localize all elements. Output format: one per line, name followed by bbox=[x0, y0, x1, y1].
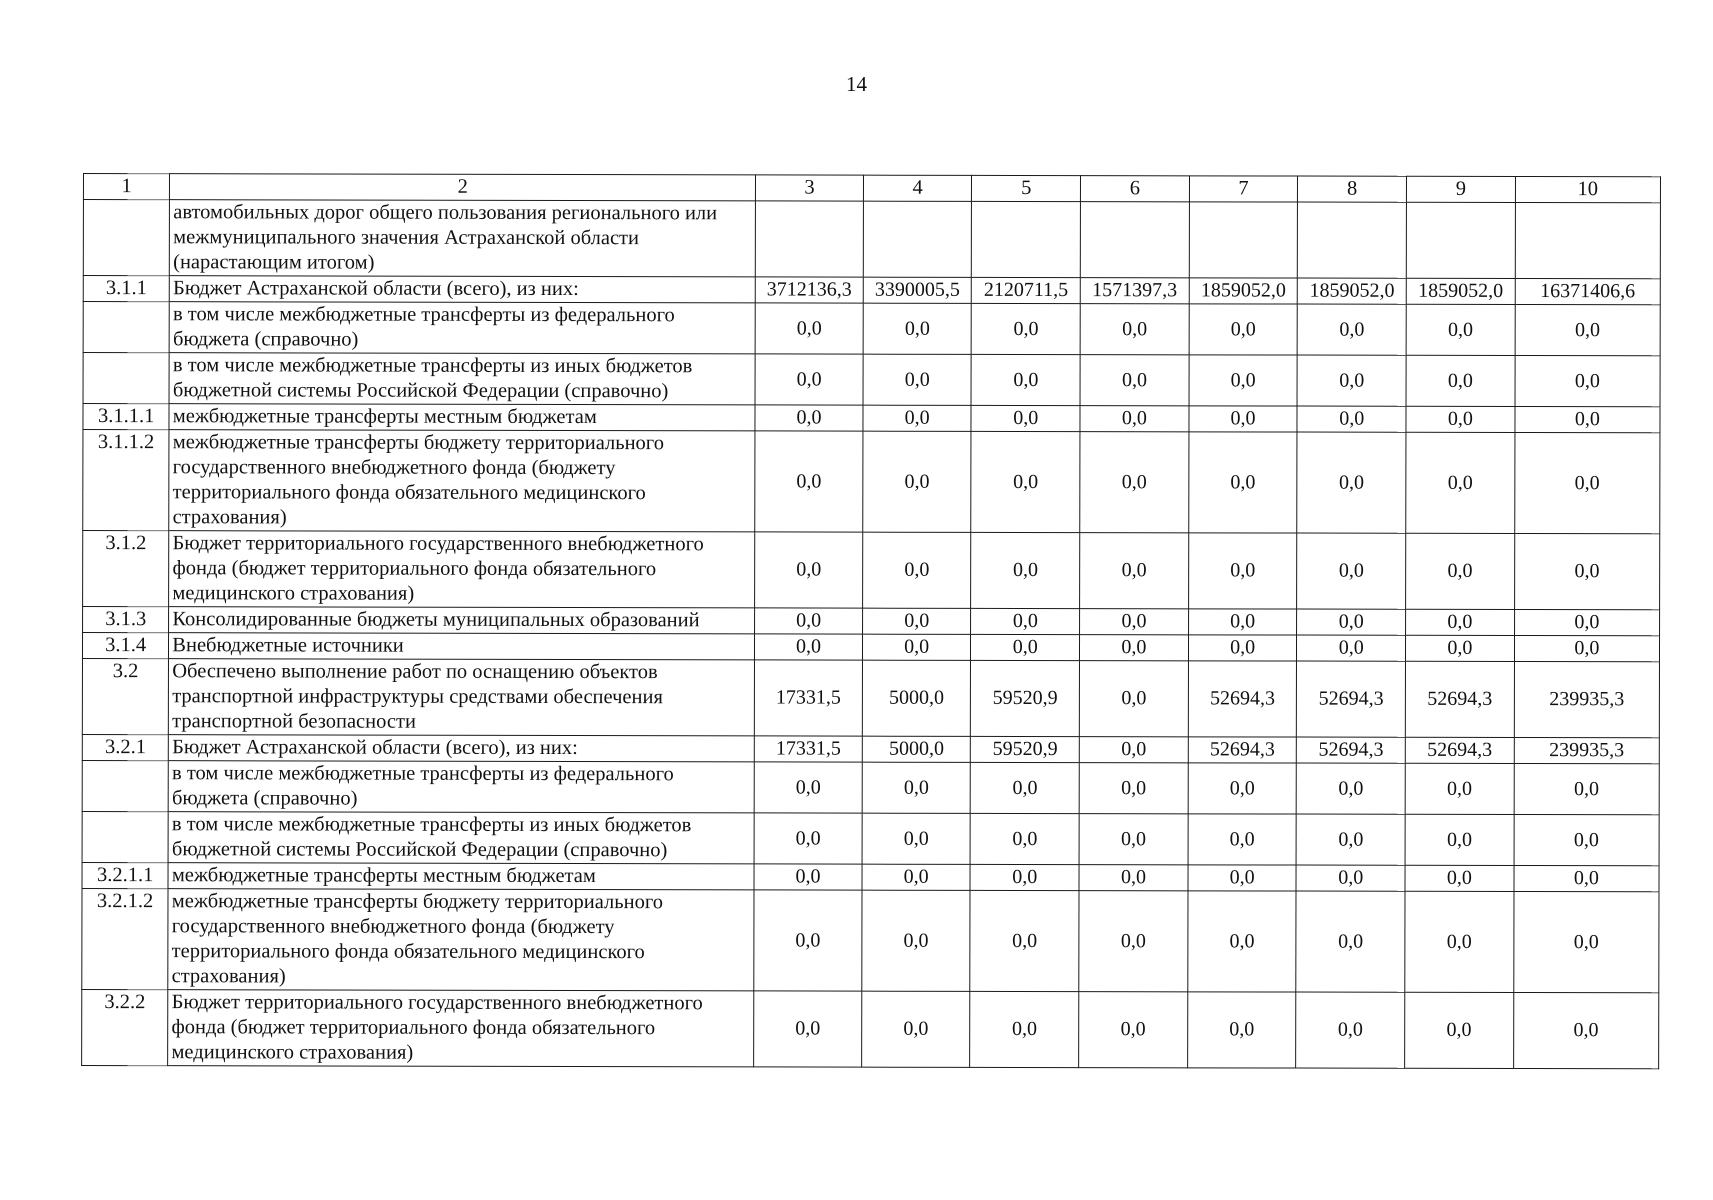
row-code bbox=[83, 302, 169, 353]
value-cell: 0,0 bbox=[1405, 763, 1514, 814]
value-cell: 0,0 bbox=[1513, 891, 1659, 992]
value-cell: 0,0 bbox=[862, 864, 971, 890]
value-cell: 0,0 bbox=[1079, 992, 1188, 1068]
value-cell: 52694,3 bbox=[1405, 661, 1514, 737]
value-cell: 0,0 bbox=[971, 762, 1080, 813]
row-name: автомобильных дорог общего пользования регионального или межмуниципального значения Астраханской области (нарастающим итогом) bbox=[170, 200, 756, 277]
value-cell: 0,0 bbox=[862, 634, 971, 660]
value-cell: 0,0 bbox=[1296, 814, 1405, 865]
value-cell: 0,0 bbox=[971, 354, 1080, 405]
value-cell: 0,0 bbox=[1514, 432, 1660, 533]
value-cell: 0,0 bbox=[1406, 609, 1515, 635]
table-row bbox=[83, 200, 1660, 279]
budget-table bbox=[81, 173, 1661, 1069]
table-row bbox=[83, 276, 1660, 305]
value-cell: 0,0 bbox=[755, 634, 863, 660]
row-code: 3.2 bbox=[82, 659, 168, 735]
value-cell: 0,0 bbox=[1080, 432, 1189, 533]
value-cell: 0,0 bbox=[1187, 992, 1296, 1068]
value-cell: 239935,3 bbox=[1514, 737, 1659, 763]
table-row bbox=[83, 531, 1660, 610]
value-cell: 1859052,0 bbox=[1406, 278, 1515, 304]
value-cell: 0,0 bbox=[1189, 406, 1298, 432]
table-row bbox=[82, 811, 1659, 865]
value-cell: 0,0 bbox=[1405, 865, 1514, 891]
value-cell: 0,0 bbox=[754, 864, 862, 890]
value-cell: 0,0 bbox=[970, 991, 1079, 1067]
value-cell: 0,0 bbox=[1080, 304, 1189, 355]
value-cell: 0,0 bbox=[755, 354, 863, 405]
value-cell: 0,0 bbox=[1297, 406, 1406, 432]
value-cell: 0,0 bbox=[971, 608, 1080, 634]
table-row bbox=[82, 734, 1659, 763]
table-row bbox=[83, 302, 1660, 356]
value-cell: 52694,3 bbox=[1297, 737, 1406, 763]
value-cell: 0,0 bbox=[862, 762, 971, 813]
value-cell: 0,0 bbox=[1296, 992, 1405, 1068]
row-name: межбюджетные трансферты местным бюджетам bbox=[168, 863, 754, 890]
row-code bbox=[83, 353, 169, 404]
value-cell: 0,0 bbox=[1514, 814, 1659, 865]
value-cell: 0,0 bbox=[971, 532, 1080, 608]
value-cell: 0,0 bbox=[1297, 533, 1406, 609]
value-cell: 0,0 bbox=[863, 431, 972, 532]
page-number: 14 bbox=[846, 72, 867, 96]
value-cell: 1571397,3 bbox=[1080, 278, 1189, 304]
value-cell: 0,0 bbox=[755, 532, 863, 608]
value-cell bbox=[972, 201, 1081, 277]
row-name: Консолидированные бюджеты муниципальных образований bbox=[169, 607, 755, 634]
value-cell: 0,0 bbox=[971, 813, 1080, 864]
value-cell: 0,0 bbox=[1080, 406, 1189, 432]
value-cell: 0,0 bbox=[1405, 992, 1514, 1068]
row-name: в том числе межбюджетные трансферты из иных бюджетов бюджетной системы Российской Федерации (справочно) bbox=[169, 353, 755, 405]
value-cell: 0,0 bbox=[1406, 432, 1515, 533]
value-cell: 0,0 bbox=[1080, 533, 1189, 609]
row-name: Бюджет Астраханской области (всего), из них: bbox=[170, 276, 756, 303]
row-name: Бюджет территориального государственного внебюджетного фонда (бюджет территориального фонда обязательного медицинского страхования) bbox=[168, 990, 754, 1067]
value-cell: 0,0 bbox=[754, 890, 862, 991]
row-code: 3.1.1.2 bbox=[83, 430, 170, 531]
value-cell: 0,0 bbox=[754, 762, 862, 813]
value-cell: 0,0 bbox=[1189, 304, 1298, 355]
table-row bbox=[82, 633, 1659, 662]
row-code: 3.1.1 bbox=[83, 276, 169, 302]
value-cell: 2120711,5 bbox=[972, 277, 1081, 303]
value-cell: 0,0 bbox=[754, 813, 862, 864]
value-cell: 0,0 bbox=[1188, 891, 1297, 992]
table-row bbox=[83, 607, 1660, 636]
value-cell: 3390005,5 bbox=[863, 277, 972, 303]
value-cell: 52694,3 bbox=[1297, 661, 1406, 737]
value-cell: 17331,5 bbox=[755, 660, 863, 736]
row-code: 3.2.2 bbox=[82, 989, 168, 1065]
column-number-row bbox=[83, 174, 1660, 203]
row-code: 3.1.3 bbox=[83, 607, 169, 633]
value-cell: 0,0 bbox=[1188, 865, 1297, 891]
value-cell: 0,0 bbox=[1079, 737, 1188, 763]
value-cell: 0,0 bbox=[970, 890, 1079, 991]
row-code bbox=[82, 760, 168, 811]
value-cell: 5000,0 bbox=[862, 660, 971, 736]
value-cell: 0,0 bbox=[862, 890, 971, 991]
value-cell: 0,0 bbox=[971, 634, 1080, 660]
value-cell: 0,0 bbox=[1298, 304, 1407, 355]
header-cell: 4 bbox=[863, 175, 972, 201]
value-cell bbox=[1406, 202, 1515, 278]
value-cell: 0,0 bbox=[1514, 865, 1659, 891]
row-code: 3.1.1.1 bbox=[83, 404, 169, 430]
value-cell: 0,0 bbox=[1406, 304, 1515, 355]
row-code: 3.2.1 bbox=[82, 734, 168, 760]
value-cell: 0,0 bbox=[1080, 355, 1189, 406]
row-name: Бюджет Астраханской области (всего), из них: bbox=[169, 735, 755, 762]
value-cell: 0,0 bbox=[1297, 432, 1406, 533]
value-cell: 0,0 bbox=[1514, 635, 1659, 661]
value-cell: 0,0 bbox=[1514, 609, 1659, 635]
row-code: 3.1.4 bbox=[82, 633, 168, 659]
value-cell: 5000,0 bbox=[862, 736, 971, 762]
value-cell: 0,0 bbox=[970, 864, 1079, 890]
value-cell: 0,0 bbox=[755, 431, 863, 532]
header-cell: 8 bbox=[1298, 176, 1407, 202]
value-cell: 0,0 bbox=[1188, 609, 1297, 635]
value-cell: 59520,9 bbox=[971, 660, 1080, 736]
table-row bbox=[82, 862, 1659, 891]
row-code bbox=[83, 200, 169, 276]
table-row bbox=[82, 989, 1659, 1068]
value-cell: 0,0 bbox=[863, 354, 972, 405]
value-cell: 0,0 bbox=[1297, 763, 1406, 814]
value-cell: 0,0 bbox=[1406, 635, 1515, 661]
header-cell: 9 bbox=[1406, 176, 1515, 202]
value-cell: 0,0 bbox=[1297, 609, 1406, 635]
header-cell: 3 bbox=[756, 175, 864, 201]
value-cell: 0,0 bbox=[1188, 814, 1297, 865]
value-cell: 0,0 bbox=[972, 303, 1081, 354]
row-code: 3.1.2 bbox=[83, 531, 169, 607]
value-cell: 0,0 bbox=[861, 991, 970, 1067]
value-cell: 0,0 bbox=[971, 431, 1080, 532]
row-name: Внебюджетные источники bbox=[169, 633, 755, 660]
value-cell: 52694,3 bbox=[1188, 661, 1297, 737]
value-cell: 0,0 bbox=[1514, 533, 1659, 609]
row-code: 3.2.1.1 bbox=[82, 862, 168, 888]
value-cell: 0,0 bbox=[863, 405, 972, 431]
row-code bbox=[82, 811, 168, 862]
value-cell: 0,0 bbox=[1515, 304, 1660, 355]
header-cell: 5 bbox=[972, 175, 1081, 201]
header-cell: 6 bbox=[1081, 176, 1190, 202]
value-cell: 0,0 bbox=[1406, 533, 1515, 609]
value-cell bbox=[756, 201, 864, 277]
value-cell: 0,0 bbox=[754, 991, 862, 1067]
row-name: межбюджетные трансферты бюджету территориального государственного внебюджетного фонда (бюджету территориального фонда обязательного медицинского страхования) bbox=[169, 430, 755, 532]
value-cell: 0,0 bbox=[1514, 763, 1659, 814]
value-cell: 16371406,6 bbox=[1515, 278, 1660, 304]
row-name: Бюджет территориального государственного внебюджетного фонда (бюджет территориального фонда обязательного медицинского страхования) bbox=[169, 531, 755, 608]
row-name: в том числе межбюджетные трансферты из федерального бюджета (справочно) bbox=[168, 761, 754, 813]
value-cell bbox=[1515, 202, 1660, 278]
value-cell: 0,0 bbox=[1079, 865, 1188, 891]
table-row bbox=[83, 353, 1660, 407]
header-cell: 7 bbox=[1189, 176, 1298, 202]
value-cell: 0,0 bbox=[1189, 432, 1298, 533]
value-cell: 0,0 bbox=[1405, 814, 1514, 865]
table-row bbox=[83, 430, 1660, 534]
value-cell: 0,0 bbox=[1406, 406, 1515, 432]
value-cell: 0,0 bbox=[1079, 661, 1188, 737]
value-cell: 0,0 bbox=[1406, 355, 1515, 406]
row-name: Обеспечено выполнение работ по оснащению объектов транспортной инфраструктуры средствами обеспечения транспортной безопасности bbox=[169, 659, 755, 736]
table-row bbox=[82, 760, 1659, 814]
value-cell bbox=[1298, 202, 1407, 278]
value-cell: 52694,3 bbox=[1405, 737, 1514, 763]
row-name: в том числе межбюджетные трансферты из иных бюджетов бюджетной системы Российской Федерации (справочно) bbox=[168, 812, 754, 864]
value-cell: 0,0 bbox=[755, 405, 863, 431]
value-cell bbox=[863, 201, 972, 277]
value-cell: 0,0 bbox=[971, 405, 1080, 431]
value-cell: 0,0 bbox=[1513, 992, 1658, 1068]
value-cell: 0,0 bbox=[1297, 635, 1406, 661]
value-cell: 0,0 bbox=[863, 303, 972, 354]
value-cell: 0,0 bbox=[1080, 635, 1189, 661]
value-cell: 0,0 bbox=[1079, 891, 1188, 992]
table-row bbox=[82, 888, 1659, 992]
value-cell: 0,0 bbox=[1188, 635, 1297, 661]
value-cell: 0,0 bbox=[755, 303, 863, 354]
value-cell: 239935,3 bbox=[1514, 661, 1659, 737]
value-cell: 0,0 bbox=[1079, 814, 1188, 865]
row-name: в том числе межбюджетные трансферты из федерального бюджета (справочно) bbox=[169, 302, 755, 354]
value-cell: 59520,9 bbox=[971, 736, 1080, 762]
value-cell: 0,0 bbox=[862, 813, 971, 864]
value-cell: 0,0 bbox=[1297, 355, 1406, 406]
value-cell: 0,0 bbox=[1515, 406, 1660, 432]
row-code: 3.2.1.2 bbox=[82, 888, 169, 989]
row-name: межбюджетные трансферты бюджету территориального государственного внебюджетного фонда (бюджету территориального фонда обязательного медицинского страхования) bbox=[168, 889, 754, 991]
value-cell: 0,0 bbox=[1188, 763, 1297, 814]
value-cell: 17331,5 bbox=[754, 736, 862, 762]
value-cell: 0,0 bbox=[1188, 533, 1297, 609]
value-cell bbox=[1080, 202, 1189, 278]
value-cell: 0,0 bbox=[1079, 763, 1188, 814]
table-row bbox=[82, 659, 1659, 738]
header-cell: 2 bbox=[170, 174, 756, 201]
header-cell: 1 bbox=[83, 174, 169, 200]
header-cell: 10 bbox=[1515, 176, 1660, 202]
value-cell: 1859052,0 bbox=[1189, 278, 1298, 304]
value-cell: 0,0 bbox=[1515, 355, 1660, 406]
value-cell: 0,0 bbox=[755, 608, 863, 634]
value-cell: 0,0 bbox=[1296, 865, 1405, 891]
row-name: межбюджетные трансферты местным бюджетам bbox=[169, 404, 755, 431]
value-cell: 52694,3 bbox=[1188, 737, 1297, 763]
value-cell: 0,0 bbox=[862, 608, 971, 634]
value-cell: 1859052,0 bbox=[1298, 278, 1407, 304]
value-cell: 0,0 bbox=[1080, 609, 1189, 635]
value-cell: 0,0 bbox=[862, 532, 971, 608]
value-cell: 3712136,3 bbox=[755, 277, 863, 303]
value-cell: 0,0 bbox=[1189, 355, 1298, 406]
value-cell bbox=[1189, 202, 1298, 278]
value-cell: 0,0 bbox=[1405, 891, 1514, 992]
table-row bbox=[83, 404, 1660, 433]
value-cell: 0,0 bbox=[1296, 891, 1405, 992]
